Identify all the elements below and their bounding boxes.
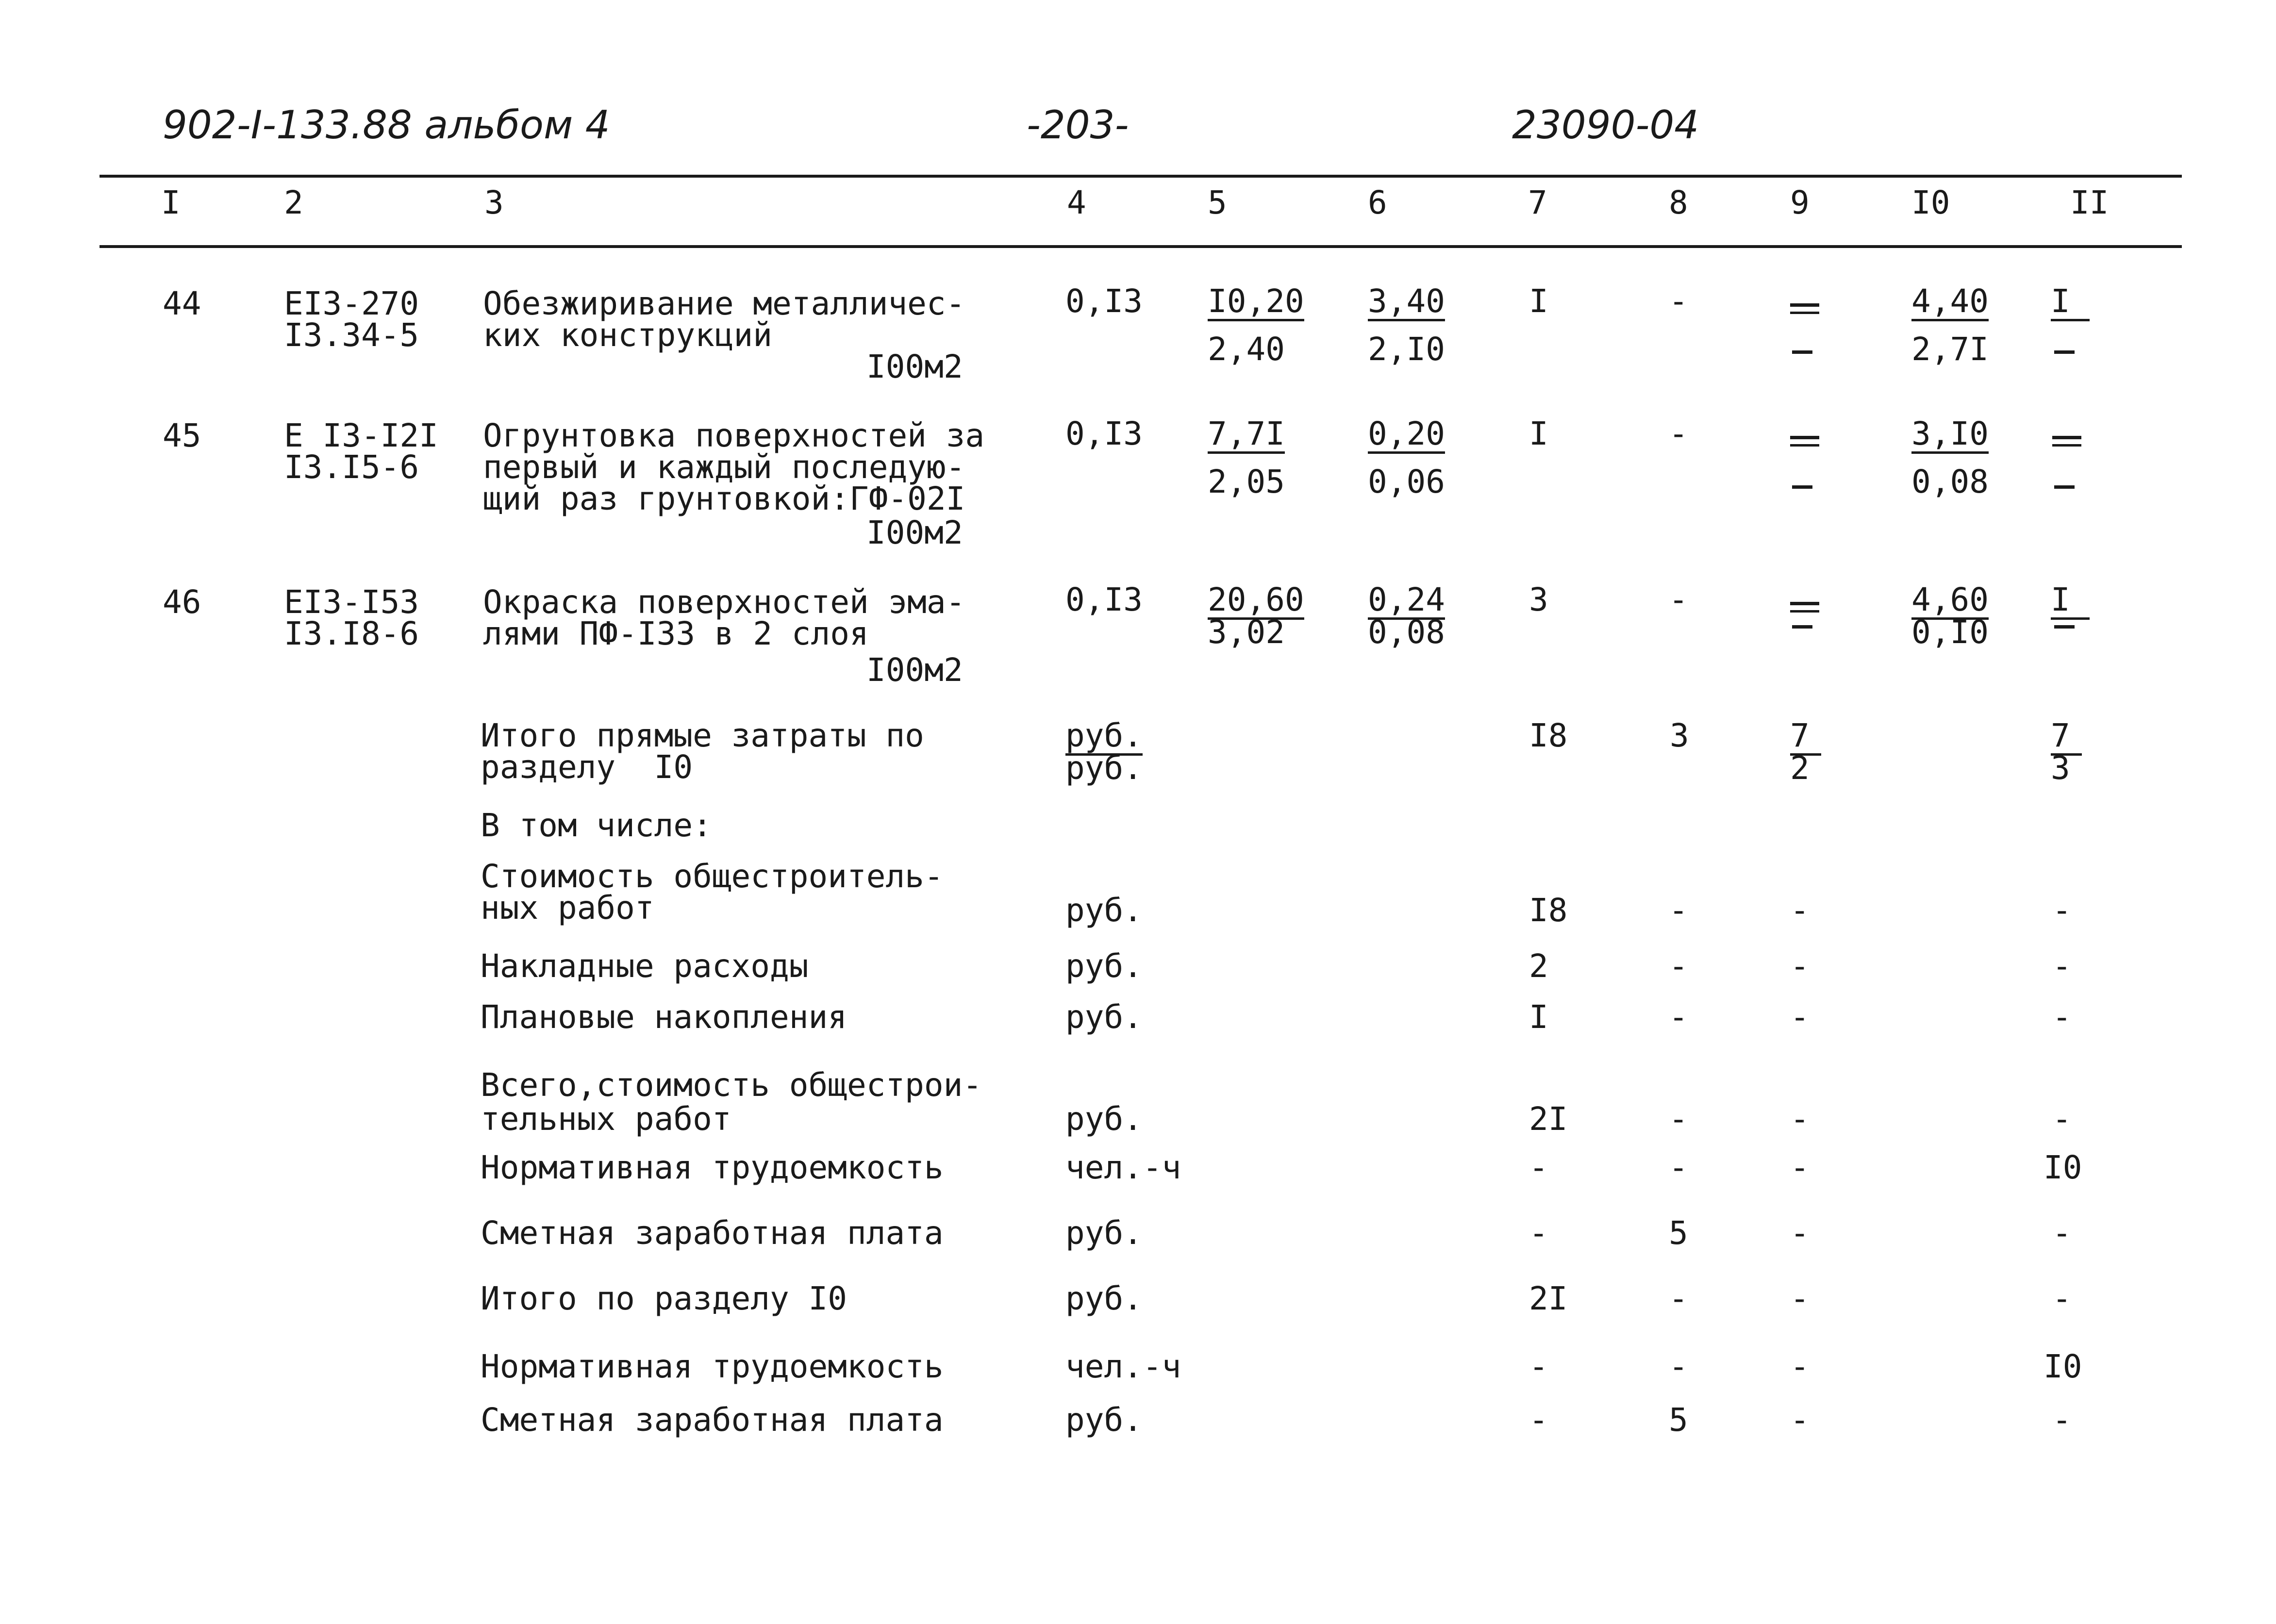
labor-total: - xyxy=(2052,998,2072,1036)
row-number: 46 xyxy=(163,583,201,621)
wage-cost: 3 xyxy=(1670,717,1689,754)
total-label: Нормативная трудоемкость xyxy=(481,1149,944,1186)
fraction-numerator: 7,7I xyxy=(1208,416,1285,454)
measure-unit: руб. xyxy=(1065,1401,1143,1439)
machine-cost: - xyxy=(1790,998,1810,1036)
col-header: 9 xyxy=(1790,184,1810,221)
unit-cost-fraction xyxy=(1208,416,1314,499)
unit-cost-fraction xyxy=(1208,582,1314,650)
empty-fraction-dash xyxy=(1790,436,1819,447)
fraction-denominator: 0,I0 xyxy=(1911,613,1989,651)
fraction-numerator: 4,60 xyxy=(1911,582,1989,620)
unit-cost-fraction xyxy=(1208,284,1314,367)
machine-cost: - xyxy=(1790,1214,1810,1252)
machine-cost: - xyxy=(1790,892,1810,929)
quantity: 0,I3 xyxy=(1065,581,1143,618)
fraction-numerator: 20,60 xyxy=(1208,582,1304,620)
unit-fraction xyxy=(1065,718,1172,786)
fraction-denominator: 0,06 xyxy=(1368,463,1445,500)
price-code: I3.I8-6 xyxy=(284,615,419,652)
total-cost: - xyxy=(1529,1348,1548,1385)
measure-unit: I00м2 xyxy=(866,514,963,551)
col-header: 8 xyxy=(1669,184,1688,221)
wage-cost: - xyxy=(1669,415,1688,452)
wage-cost: - xyxy=(1669,581,1688,618)
col-header: 6 xyxy=(1368,184,1387,221)
col-header: I xyxy=(161,184,181,221)
wage-cost: - xyxy=(1669,1149,1688,1186)
fraction-numerator: руб. xyxy=(1065,718,1143,756)
col-header: I0 xyxy=(1911,184,1950,221)
wage-cost: - xyxy=(1669,1100,1688,1138)
fraction-numerator: 0,20 xyxy=(1368,416,1445,454)
total-label: Итого прямые затраты по xyxy=(481,717,924,754)
labor-total-fraction xyxy=(2051,718,2158,786)
fraction-numerator: 4,40 xyxy=(1911,284,1989,321)
total-cost: 2 xyxy=(1529,947,1548,985)
fraction-denominator: 2,40 xyxy=(1208,331,1285,368)
col-header: 7 xyxy=(1528,184,1547,221)
total-label: Плановые накопления xyxy=(481,998,847,1036)
page-number: -203- xyxy=(1027,102,1129,148)
including-label: В том числе: xyxy=(481,807,712,844)
total-label: Сметная заработная плата xyxy=(481,1214,944,1252)
labor-fraction xyxy=(1911,582,2018,650)
wage-cost: - xyxy=(1669,282,1688,320)
total-cost: 2I xyxy=(1529,1280,1568,1317)
unit-cost-fraction xyxy=(1368,284,1475,367)
col-header: 5 xyxy=(1208,184,1227,221)
labor-total-fraction xyxy=(2051,582,2158,620)
unit-cost-fraction xyxy=(1368,582,1475,650)
empty-dash xyxy=(1792,485,1812,489)
fraction-numerator: 3,40 xyxy=(1368,284,1445,321)
fraction-numerator: I xyxy=(2051,284,2090,321)
wage-cost: 5 xyxy=(1669,1401,1688,1439)
fraction-denominator: 0,08 xyxy=(1368,613,1445,651)
labor-total: - xyxy=(2052,1214,2072,1252)
empty-dash xyxy=(2054,485,2075,489)
header-bottom-rule xyxy=(100,245,2182,248)
total-label: Всего,стоимость общестрои- xyxy=(481,1066,982,1104)
wage-cost: - xyxy=(1669,1280,1688,1317)
machine-fraction xyxy=(1790,718,1897,786)
work-description: Обезжиривание металличес- xyxy=(483,285,965,322)
labor-total-fraction xyxy=(2051,284,2158,321)
norm-code: EI3-I53 xyxy=(284,583,419,621)
empty-dash xyxy=(1792,625,1812,629)
machine-cost: - xyxy=(1790,1348,1810,1385)
project-code: 902-I-133.88 альбом 4 xyxy=(163,102,610,148)
total-cost: I8 xyxy=(1529,717,1568,754)
wage-cost: 5 xyxy=(1669,1214,1688,1252)
empty-fraction-dash xyxy=(1790,303,1819,315)
norm-code: EI3-270 xyxy=(284,285,419,322)
work-description: щий раз грунтовкой:ГФ-02I xyxy=(483,480,965,517)
work-description: Окраска поверхностей эма- xyxy=(483,583,965,621)
total-cost: - xyxy=(1529,1401,1548,1439)
total-label: тельных работ xyxy=(481,1100,731,1138)
labor-total: - xyxy=(2052,1100,2072,1138)
fraction-numerator: 3,I0 xyxy=(1911,416,1989,454)
total-label: Сметная заработная плата xyxy=(481,1401,944,1439)
unit-cost-fraction xyxy=(1368,416,1475,499)
empty-dash xyxy=(2054,625,2075,629)
total-label: Накладные расходы xyxy=(481,947,809,985)
measure-unit: руб. xyxy=(1065,892,1143,929)
wage-cost: - xyxy=(1669,998,1688,1036)
measure-unit: руб. xyxy=(1065,1100,1143,1138)
labor-total: - xyxy=(2052,947,2072,985)
fraction-denominator: 0,08 xyxy=(1911,463,1989,500)
measure-unit: руб. xyxy=(1065,947,1143,985)
fraction-numerator: I0,20 xyxy=(1208,284,1304,321)
work-description: Огрунтовка поверхностей за xyxy=(483,417,985,454)
fraction-numerator: 7 xyxy=(2051,718,2082,756)
measure-unit: чел.-ч xyxy=(1065,1149,1181,1186)
total-cost: 3 xyxy=(1529,581,1548,618)
norm-code: E I3-I2I xyxy=(284,417,438,454)
col-header: 2 xyxy=(284,184,303,221)
fraction-denominator: 3,02 xyxy=(1208,613,1285,651)
total-label: ных работ xyxy=(481,889,654,927)
fraction-numerator: I xyxy=(2051,582,2090,620)
fraction-numerator: 7 xyxy=(1790,718,1821,756)
quantity: 0,I3 xyxy=(1065,415,1143,452)
fraction-denominator: 2,05 xyxy=(1208,463,1285,500)
price-code: I3.34-5 xyxy=(284,316,419,354)
machine-cost: - xyxy=(1790,1149,1810,1186)
total-label: Итого по разделу I0 xyxy=(481,1280,847,1317)
wage-cost: - xyxy=(1669,1348,1688,1385)
work-description: лями ПФ-I33 в 2 слоя xyxy=(483,615,869,652)
total-cost: - xyxy=(1529,1149,1548,1186)
machine-cost: - xyxy=(1790,1100,1810,1138)
measure-unit: чел.-ч xyxy=(1065,1348,1181,1385)
measure-unit: руб. xyxy=(1065,1214,1143,1252)
labor-fraction xyxy=(1911,284,2018,367)
total-label: Стоимость общестроитель- xyxy=(481,858,944,895)
labor-total: I0 xyxy=(2043,1149,2082,1186)
measure-unit: руб. xyxy=(1065,998,1143,1036)
fraction-denominator: руб. xyxy=(1065,749,1143,787)
fraction-numerator: 0,24 xyxy=(1368,582,1445,620)
row-number: 44 xyxy=(163,285,201,322)
work-description: первый и каждый последую- xyxy=(483,448,965,486)
machine-cost: - xyxy=(1790,1280,1810,1317)
fraction-denominator: 2,I0 xyxy=(1368,331,1445,368)
col-header: 4 xyxy=(1067,184,1086,221)
total-cost: I xyxy=(1529,998,1548,1036)
machine-cost: - xyxy=(1790,1401,1810,1439)
col-header: II xyxy=(2070,184,2109,221)
measure-unit: I00м2 xyxy=(866,348,963,385)
labor-total: - xyxy=(2052,1280,2072,1317)
machine-cost: - xyxy=(1790,947,1810,985)
labor-total: - xyxy=(2052,1401,2072,1439)
wage-cost: - xyxy=(1669,892,1688,929)
fraction-denominator: 3 xyxy=(2051,749,2070,787)
doc-number: 23090-04 xyxy=(1512,102,1699,148)
empty-fraction-dash xyxy=(2052,436,2081,447)
labor-total: I0 xyxy=(2043,1348,2082,1385)
total-label: Нормативная трудоемкость xyxy=(481,1348,944,1385)
work-description: ких конструкций xyxy=(483,316,773,354)
fraction-denominator: 2,7I xyxy=(1911,331,1989,368)
header-top-rule xyxy=(100,175,2182,178)
labor-total: - xyxy=(2052,892,2072,929)
total-cost: - xyxy=(1529,1214,1548,1252)
total-cost: 2I xyxy=(1529,1100,1568,1138)
total-cost: I xyxy=(1529,415,1548,452)
price-code: I3.I5-6 xyxy=(284,448,419,486)
measure-unit: I00м2 xyxy=(866,651,963,689)
empty-dash xyxy=(1792,350,1812,354)
measure-unit: руб. xyxy=(1065,1280,1143,1317)
total-label: разделу I0 xyxy=(481,748,693,786)
row-number: 45 xyxy=(163,417,201,454)
total-cost: I8 xyxy=(1529,892,1568,929)
empty-dash xyxy=(2054,350,2075,354)
fraction-denominator: 2 xyxy=(1790,749,1810,787)
col-header: 3 xyxy=(484,184,504,221)
quantity: 0,I3 xyxy=(1065,282,1143,320)
empty-fraction-dash xyxy=(1790,602,1819,613)
total-cost: I xyxy=(1529,282,1548,320)
wage-cost: - xyxy=(1669,947,1688,985)
labor-fraction xyxy=(1911,416,2018,499)
